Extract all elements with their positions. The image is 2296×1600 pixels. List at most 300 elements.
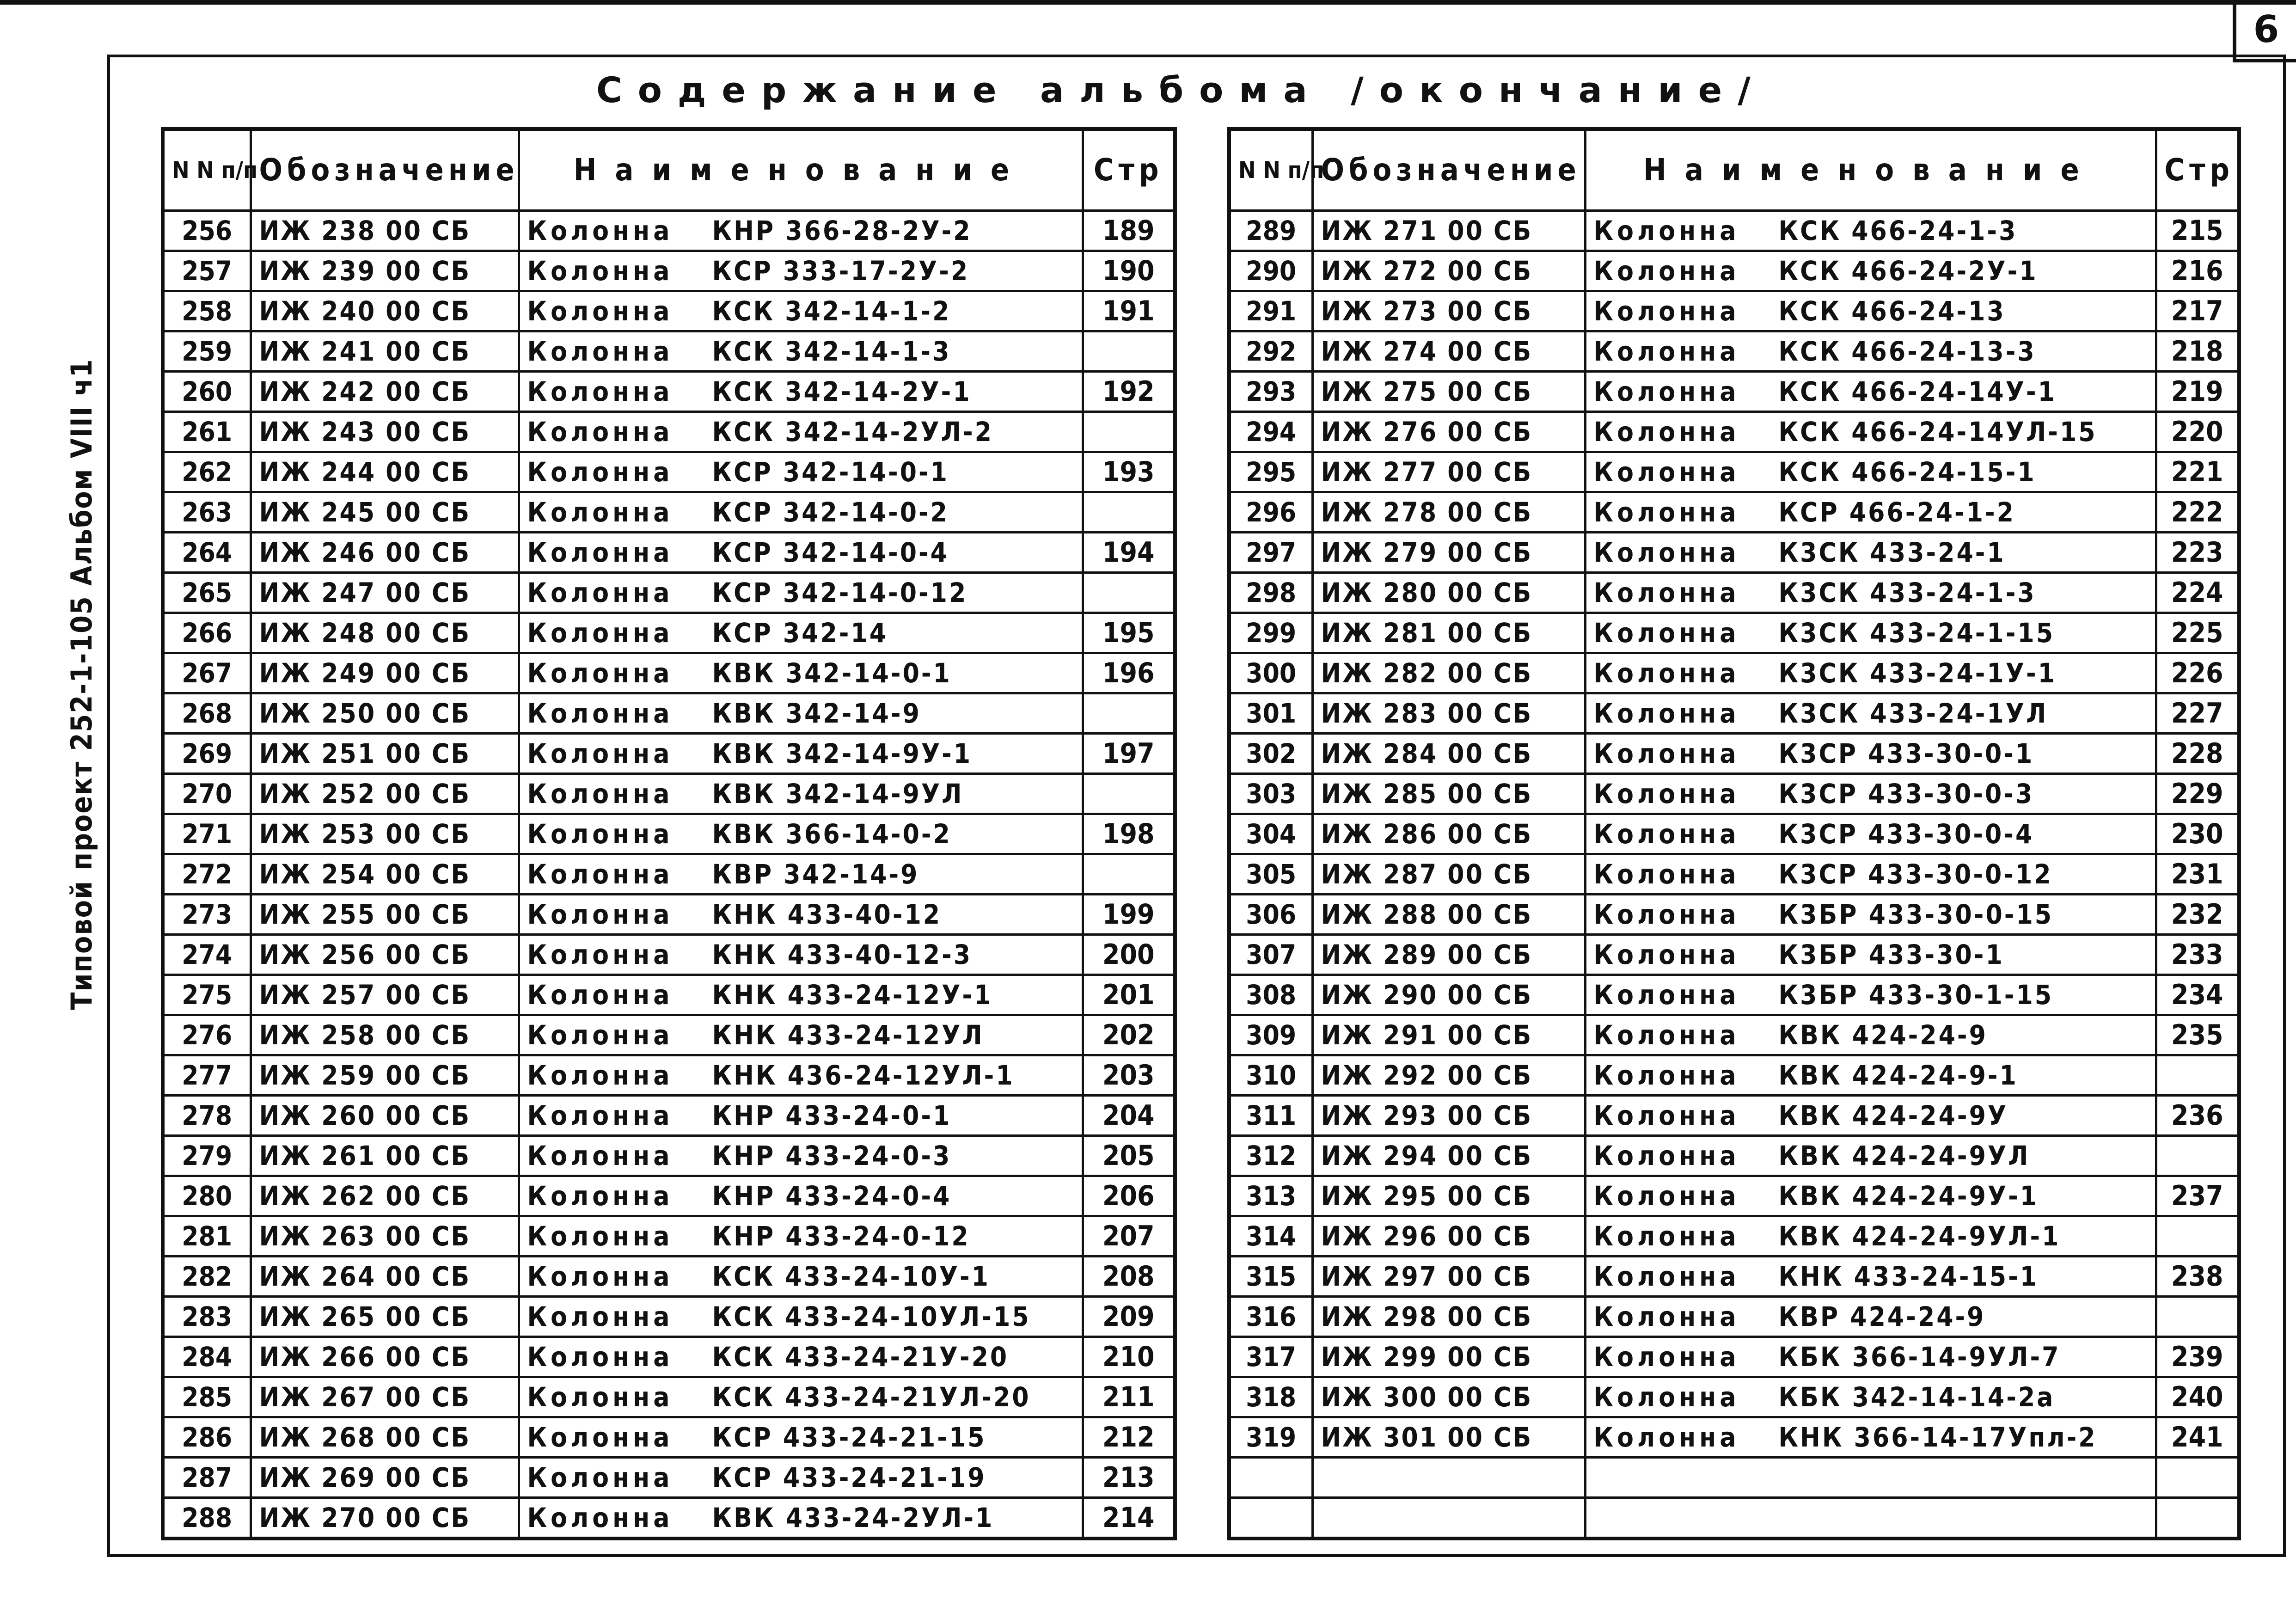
row-designation: ИЖ 282 00 СБ [1312,653,1585,693]
table-row [163,452,1175,492]
table-row [1229,1417,2239,1458]
row-number: 268 [163,693,251,734]
row-page: 212 [1083,1417,1175,1458]
table-row [1229,1257,2239,1297]
row-name [519,1337,1083,1377]
row-designation: ИЖ 246 00 СБ [251,533,519,573]
empty-cell [1229,1458,1312,1498]
row-name-kind: Колонна [527,416,673,448]
row-number: 295 [1229,452,1312,492]
row-name-kind: Колонна [527,1100,673,1131]
row-name-mark: КСК 466-24-2У-1 [1778,255,2038,287]
row-page: 228 [2156,734,2239,774]
row-number: 283 [163,1297,251,1337]
row-name [519,1377,1083,1417]
row-name-kind: Колонна [1593,1140,1740,1171]
row-designation: ИЖ 251 00 СБ [251,734,519,774]
row-name-mark: КСК 342-14-1-2 [712,295,951,327]
row-name [519,1458,1083,1498]
row-page: 234 [2156,975,2239,1015]
row-designation: ИЖ 241 00 СБ [251,331,519,372]
row-page [1083,412,1175,452]
row-name [1585,1055,2156,1096]
row-number: 294 [1229,412,1312,452]
row-page: 229 [2156,774,2239,814]
row-page: 235 [2156,1015,2239,1055]
table-row [1229,653,2239,693]
row-name-mark: КСК 466-24-15-1 [1778,456,2036,488]
row-designation: ИЖ 272 00 СБ [1312,251,1585,291]
table-row [163,1257,1175,1297]
row-page: 207 [1083,1216,1175,1257]
table-row [163,693,1175,734]
row-designation: ИЖ 265 00 СБ [251,1297,519,1337]
row-designation: ИЖ 259 00 СБ [251,1055,519,1096]
row-name-kind: Колонна [527,858,673,890]
row-number: 315 [1229,1257,1312,1297]
row-name-mark: КСР 466-24-1-2 [1778,497,2015,528]
row-name-mark: К3СР 433-30-0-12 [1778,858,2053,890]
row-name-mark: КСР 342-14-0-12 [712,577,968,608]
header-designation: Обозначение [1312,129,1585,211]
row-name [1585,1257,2156,1297]
row-designation: ИЖ 271 00 СБ [1312,211,1585,251]
row-name-kind: Колонна [1593,215,1740,246]
row-name-kind: Колонна [1593,1301,1740,1332]
row-number: 287 [163,1458,251,1498]
row-name-kind: Колонна [1593,1180,1740,1212]
row-designation: ИЖ 270 00 СБ [251,1498,519,1539]
empty-cell [1585,1498,2156,1539]
table-row [1229,533,2239,573]
contents-rows-left [163,211,1175,1539]
row-page: 219 [2156,372,2239,412]
row-name-kind: Колонна [527,1220,673,1252]
row-name [519,653,1083,693]
row-number: 257 [163,251,251,291]
table-row [1229,774,2239,814]
row-designation: ИЖ 298 00 СБ [1312,1297,1585,1337]
row-number: 316 [1229,1297,1312,1337]
row-number: 300 [1229,653,1312,693]
row-designation: ИЖ 289 00 СБ [1312,935,1585,975]
row-name [519,693,1083,734]
row-number: 307 [1229,935,1312,975]
row-name [1585,895,2156,935]
row-page: 210 [1083,1337,1175,1377]
row-number: 292 [1229,331,1312,372]
row-page: 190 [1083,251,1175,291]
header-num: N N п/п [1229,129,1312,211]
row-page: 203 [1083,1055,1175,1096]
row-designation: ИЖ 276 00 СБ [1312,412,1585,452]
row-name [1585,814,2156,854]
row-number: 264 [163,533,251,573]
table-row [1229,935,2239,975]
row-name-mark: КВК 424-24-9У [1778,1100,2008,1131]
row-name-kind: Колонна [527,497,673,528]
row-name-kind: Колонна [527,1261,673,1292]
row-name-kind: Колонна [1593,295,1740,327]
table-row [1229,251,2239,291]
row-name [1585,533,2156,573]
row-name-kind: Колонна [527,537,673,568]
row-page [1083,774,1175,814]
row-designation: ИЖ 299 00 СБ [1312,1337,1585,1377]
table-row [163,533,1175,573]
row-name-kind: Колонна [527,1462,673,1493]
row-name-mark: КНР 433-24-0-1 [712,1100,952,1131]
row-name [519,854,1083,895]
row-designation: ИЖ 291 00 СБ [1312,1015,1585,1055]
row-name [1585,452,2156,492]
row-page: 215 [2156,211,2239,251]
row-name-mark: КСР 433-24-21-15 [712,1422,986,1453]
row-name-kind: Колонна [1593,939,1740,970]
row-number: 286 [163,1417,251,1458]
row-designation: ИЖ 301 00 СБ [1312,1417,1585,1458]
row-name-mark: К3БР 433-30-1-15 [1778,979,2054,1011]
table-row [163,613,1175,653]
table-row [1229,492,2239,533]
row-name-mark: КСК 466-24-13 [1778,295,2006,327]
row-name [519,573,1083,613]
row-number: 256 [163,211,251,251]
row-page: 222 [2156,492,2239,533]
table-row [163,1136,1175,1176]
table-row [1229,613,2239,653]
row-name-mark: КВК 424-24-9УЛ-1 [1778,1220,2061,1252]
row-name [1585,854,2156,895]
row-page: 231 [2156,854,2239,895]
row-designation: ИЖ 249 00 СБ [251,653,519,693]
row-name-mark: КНК 366-14-17Упл-2 [1778,1422,2097,1453]
row-name-mark: КНК 433-40-12 [712,899,942,930]
row-page [2156,1216,2239,1257]
row-number: 302 [1229,734,1312,774]
row-name [519,1096,1083,1136]
row-name [1585,331,2156,372]
row-name-kind: Колонна [527,1502,673,1533]
row-number: 282 [163,1257,251,1297]
row-name [1585,1136,2156,1176]
table-row [163,1297,1175,1337]
row-designation: ИЖ 280 00 СБ [1312,573,1585,613]
row-page [1083,854,1175,895]
row-page: 236 [2156,1096,2239,1136]
row-page: 202 [1083,1015,1175,1055]
row-number: 269 [163,734,251,774]
row-name-mark: КВК 424-24-9УЛ [1778,1140,2030,1171]
row-name-mark: КВК 366-14-0-2 [712,818,952,850]
row-designation: ИЖ 279 00 СБ [1312,533,1585,573]
row-designation: ИЖ 266 00 СБ [251,1337,519,1377]
row-number: 273 [163,895,251,935]
table-row [163,1337,1175,1377]
row-number: 306 [1229,895,1312,935]
row-page [2156,1055,2239,1096]
row-name [519,613,1083,653]
project-stamp: Типовой проект 252-1-105 Альбом VIII ч1 [65,358,98,1010]
row-name-mark: К3СК 433-24-1-3 [1778,577,2036,608]
row-page [1083,573,1175,613]
row-name-kind: Колонна [527,979,673,1011]
row-name [519,774,1083,814]
row-number: 280 [163,1176,251,1216]
row-name-kind: Колонна [527,1422,673,1453]
row-designation: ИЖ 250 00 СБ [251,693,519,734]
row-name [519,1498,1083,1539]
row-name [519,734,1083,774]
row-designation: ИЖ 262 00 СБ [251,1176,519,1216]
row-designation: ИЖ 297 00 СБ [1312,1257,1585,1297]
row-name-kind: Колонна [1593,1220,1740,1252]
row-name-kind: Колонна [1593,497,1740,528]
row-name [1585,975,2156,1015]
row-page: 213 [1083,1458,1175,1498]
row-designation: ИЖ 278 00 СБ [1312,492,1585,533]
row-number: 272 [163,854,251,895]
table-row [163,1055,1175,1096]
row-name-kind: Колонна [527,577,673,608]
table-row [1229,412,2239,452]
row-page: 216 [2156,251,2239,291]
row-designation: ИЖ 254 00 СБ [251,854,519,895]
row-name [519,1055,1083,1096]
row-name-mark: КСР 342-14-0-4 [712,537,949,568]
row-name [519,492,1083,533]
row-number: 289 [1229,211,1312,251]
empty-cell [2156,1458,2239,1498]
row-name-kind: Колонна [1593,979,1740,1011]
row-number: 304 [1229,814,1312,854]
row-name [519,291,1083,331]
table-row [163,895,1175,935]
row-name-kind: Колонна [1593,818,1740,850]
row-name [519,211,1083,251]
row-designation: ИЖ 269 00 СБ [251,1458,519,1498]
row-number: 266 [163,613,251,653]
row-number: 318 [1229,1377,1312,1417]
row-number: 310 [1229,1055,1312,1096]
row-number: 305 [1229,854,1312,895]
row-name-kind: Колонна [1593,1381,1740,1413]
row-designation: ИЖ 288 00 СБ [1312,895,1585,935]
row-page: 237 [2156,1176,2239,1216]
row-number: 281 [163,1216,251,1257]
table-row [163,372,1175,412]
table-row [163,412,1175,452]
row-designation: ИЖ 238 00 СБ [251,211,519,251]
row-name [519,1257,1083,1297]
row-page: 196 [1083,653,1175,693]
row-page [1083,331,1175,372]
row-designation: ИЖ 290 00 СБ [1312,975,1585,1015]
row-name-kind: Колонна [1593,1261,1740,1292]
row-designation: ИЖ 268 00 СБ [251,1417,519,1458]
row-number: 297 [1229,533,1312,573]
table-row [1229,1136,2239,1176]
row-number: 277 [163,1055,251,1096]
row-name-kind: Колонна [1593,577,1740,608]
row-designation: ИЖ 275 00 СБ [1312,372,1585,412]
row-page: 195 [1083,613,1175,653]
table-row [1229,1297,2239,1337]
row-page: 238 [2156,1257,2239,1297]
row-designation: ИЖ 267 00 СБ [251,1377,519,1417]
row-page: 211 [1083,1377,1175,1417]
row-name-mark: КНР 433-24-0-3 [712,1140,952,1171]
row-name-kind: Колонна [1593,336,1740,367]
row-designation: ИЖ 287 00 СБ [1312,854,1585,895]
row-name-kind: Колонна [527,899,673,930]
row-name-kind: Колонна [1593,537,1740,568]
row-number: 288 [163,1498,251,1539]
row-name-mark: КСР 333-17-2У-2 [712,255,970,287]
row-name-kind: Колонна [527,698,673,729]
table-row [163,975,1175,1015]
row-page: 208 [1083,1257,1175,1297]
row-number: 262 [163,452,251,492]
row-name [1585,372,2156,412]
row-name-kind: Колонна [527,1381,673,1413]
row-name [1585,774,2156,814]
row-name-mark: КСК 433-24-10У-1 [712,1261,990,1292]
sidebar [46,358,98,1010]
table-row [163,814,1175,854]
row-page: 224 [2156,573,2239,613]
row-designation: ИЖ 264 00 СБ [251,1257,519,1297]
row-page: 200 [1083,935,1175,975]
row-name [1585,412,2156,452]
table-row [163,774,1175,814]
table-row [1229,854,2239,895]
row-designation: ИЖ 292 00 СБ [1312,1055,1585,1096]
row-name-kind: Колонна [1593,657,1740,689]
row-name [519,1216,1083,1257]
row-name-kind: Колонна [1593,1422,1740,1453]
row-number: 284 [163,1337,251,1377]
table-row [163,1417,1175,1458]
empty-cell [1312,1458,1585,1498]
table-row [163,1176,1175,1216]
row-name-kind: Колонна [1593,738,1740,769]
row-name-mark: КВК 342-14-0-1 [712,657,952,689]
row-name-mark: КВК 424-24-9 [1778,1019,1988,1051]
row-name-kind: Колонна [527,818,673,850]
row-page: 214 [1083,1498,1175,1539]
row-name [519,935,1083,975]
row-name-mark: К3БР 433-30-0-15 [1778,899,2054,930]
row-designation: ИЖ 286 00 СБ [1312,814,1585,854]
row-page: 225 [2156,613,2239,653]
row-name-mark: КНК 433-24-12У-1 [712,979,993,1011]
row-number: 299 [1229,613,1312,653]
row-name-mark: КВК 342-14-9У-1 [712,738,973,769]
row-name-mark: К3СР 433-30-0-1 [1778,738,2034,769]
row-name-kind: Колонна [1593,1060,1740,1091]
row-page: 205 [1083,1136,1175,1176]
row-designation: ИЖ 243 00 СБ [251,412,519,452]
empty-cell [2156,1498,2239,1539]
row-page: 217 [2156,291,2239,331]
header-num: N N п/п [163,129,251,211]
row-designation: ИЖ 263 00 СБ [251,1216,519,1257]
table-row [163,854,1175,895]
table-row [163,935,1175,975]
row-name-mark: КНК 433-24-12УЛ [712,1019,984,1051]
row-name-kind: Колонна [1593,617,1740,649]
row-name-mark: КСК 466-24-14У-1 [1778,376,2057,407]
row-number: 290 [1229,251,1312,291]
row-number: 293 [1229,372,1312,412]
row-name [519,975,1083,1015]
row-number: 278 [163,1096,251,1136]
row-page: 240 [2156,1377,2239,1417]
row-name-kind: Колонна [527,1060,673,1091]
row-name-mark: КСК 466-24-13-3 [1778,336,2036,367]
row-page: 201 [1083,975,1175,1015]
row-page: 241 [2156,1417,2239,1458]
empty-cell [1585,1458,2156,1498]
row-name [1585,573,2156,613]
row-number: 309 [1229,1015,1312,1055]
row-designation: ИЖ 273 00 СБ [1312,291,1585,331]
row-page: 197 [1083,734,1175,774]
row-number: 275 [163,975,251,1015]
row-name-mark: КСК 433-24-21У-20 [712,1341,1009,1373]
row-name [1585,693,2156,734]
row-name-mark: КНК 436-24-12УЛ-1 [712,1060,1015,1091]
row-name-mark: КБК 342-14-14-2а [1778,1381,2055,1413]
row-page [1083,693,1175,734]
row-designation: ИЖ 257 00 СБ [251,975,519,1015]
row-designation: ИЖ 283 00 СБ [1312,693,1585,734]
row-name-kind: Колонна [1593,1341,1740,1373]
row-designation: ИЖ 253 00 СБ [251,814,519,854]
row-number: 263 [163,492,251,533]
empty-cell [1229,1498,1312,1539]
empty-cell [1312,1498,1585,1539]
row-name-kind: Колонна [527,255,673,287]
table-row [163,1216,1175,1257]
row-name [519,1176,1083,1216]
row-designation: ИЖ 284 00 СБ [1312,734,1585,774]
row-designation: ИЖ 252 00 СБ [251,774,519,814]
table-row [1229,211,2239,251]
table-row [1229,573,2239,613]
row-name-mark: КСК 433-24-21УЛ-20 [712,1381,1031,1413]
row-name-mark: КБК 366-14-9УЛ-7 [1778,1341,2061,1373]
row-number: 285 [163,1377,251,1417]
header-name: Наименование [519,129,1083,211]
row-name [519,1136,1083,1176]
table-row [1229,814,2239,854]
row-name-kind: Колонна [527,617,673,649]
row-name-mark: КВК 342-14-9УЛ [712,778,964,809]
row-name [1585,251,2156,291]
table-row [1229,372,2239,412]
row-name-mark: КВК 342-14-9 [712,698,921,729]
row-designation: ИЖ 261 00 СБ [251,1136,519,1176]
row-name-kind: Колонна [527,336,673,367]
row-page: 239 [2156,1337,2239,1377]
table-row [1229,1377,2239,1417]
row-name-mark: КСР 433-24-21-19 [712,1462,986,1493]
page-number: 6 [2233,0,2296,62]
row-number: 314 [1229,1216,1312,1257]
table-row [163,1377,1175,1417]
